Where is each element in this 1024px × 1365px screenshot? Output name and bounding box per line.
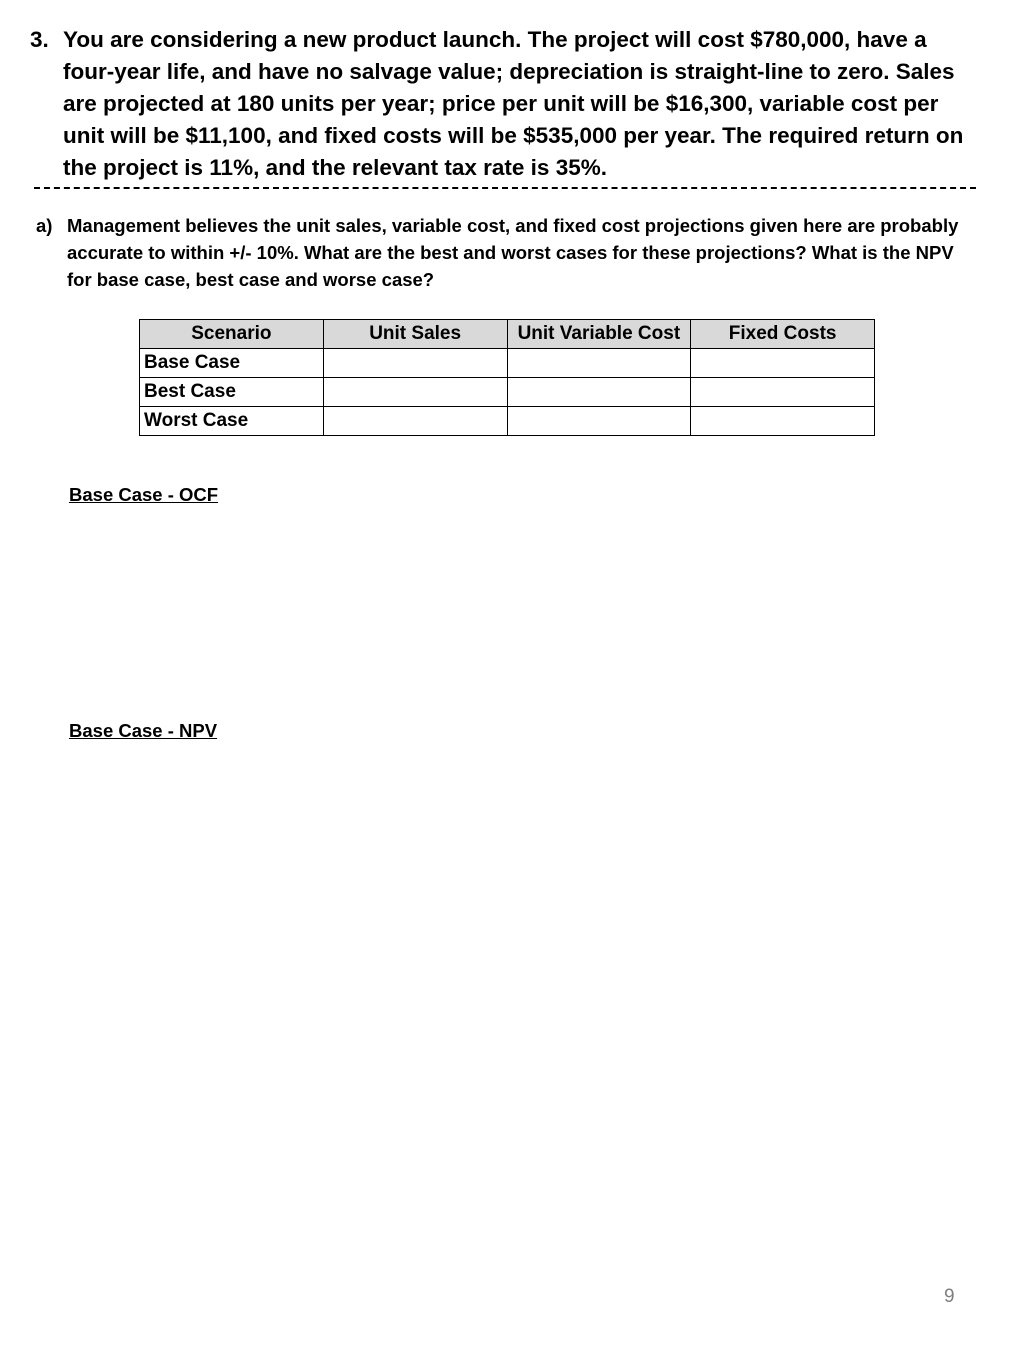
part-a-text: Management believes the unit sales, variable cost, and fixed cost projections given here are probably accurate to within +/- 10%. What are the best and worst cases for these projections? What is the NPV for base case, best case and worse case? [67, 215, 959, 290]
question-number: 3. [30, 27, 49, 52]
cell-best-fixed-costs [691, 378, 875, 407]
table-row [140, 378, 875, 407]
row-label-base-case: Base Case [140, 349, 324, 378]
cell-worst-unit-sales [323, 407, 507, 436]
question-3 [30, 24, 980, 184]
header-fixed-costs: Fixed Costs [691, 320, 875, 349]
table-row [140, 349, 875, 378]
part-a-label: a) [36, 215, 53, 236]
header-scenario: Scenario [140, 320, 324, 349]
table-header-row [140, 320, 875, 349]
header-unit-variable-cost: Unit Variable Cost [507, 320, 691, 349]
base-case-npv-heading: Base Case - NPV [69, 720, 218, 741]
base-case-ocf-heading: Base Case - OCF [69, 484, 219, 505]
cell-worst-fixed-costs [691, 407, 875, 436]
table-row [140, 407, 875, 436]
cell-base-fixed-costs [691, 349, 875, 378]
question-text: You are considering a new product launch. The project will cost $780,000, have a four-year life, and have no salvage value; depreciation is straight-line to zero. Sales are projected at 180 units per year; price per unit will be $16,300, variable cost per unit will be $11,100, and fixed costs will be $535,000 per year. The required return on the project is 11%, and the relevant tax rate is 35%. [63, 27, 964, 180]
scenario-table [139, 319, 875, 436]
row-label-best-case: Best Case [140, 378, 324, 407]
page-number: 9 [944, 1286, 955, 1307]
row-label-worst-case: Worst Case [140, 407, 324, 436]
part-a [36, 212, 976, 293]
dashed-divider [34, 187, 976, 189]
cell-best-unit-variable-cost [507, 378, 691, 407]
cell-best-unit-sales [323, 378, 507, 407]
cell-base-unit-sales [323, 349, 507, 378]
cell-worst-unit-variable-cost [507, 407, 691, 436]
cell-base-unit-variable-cost [507, 349, 691, 378]
header-unit-sales: Unit Sales [323, 320, 507, 349]
